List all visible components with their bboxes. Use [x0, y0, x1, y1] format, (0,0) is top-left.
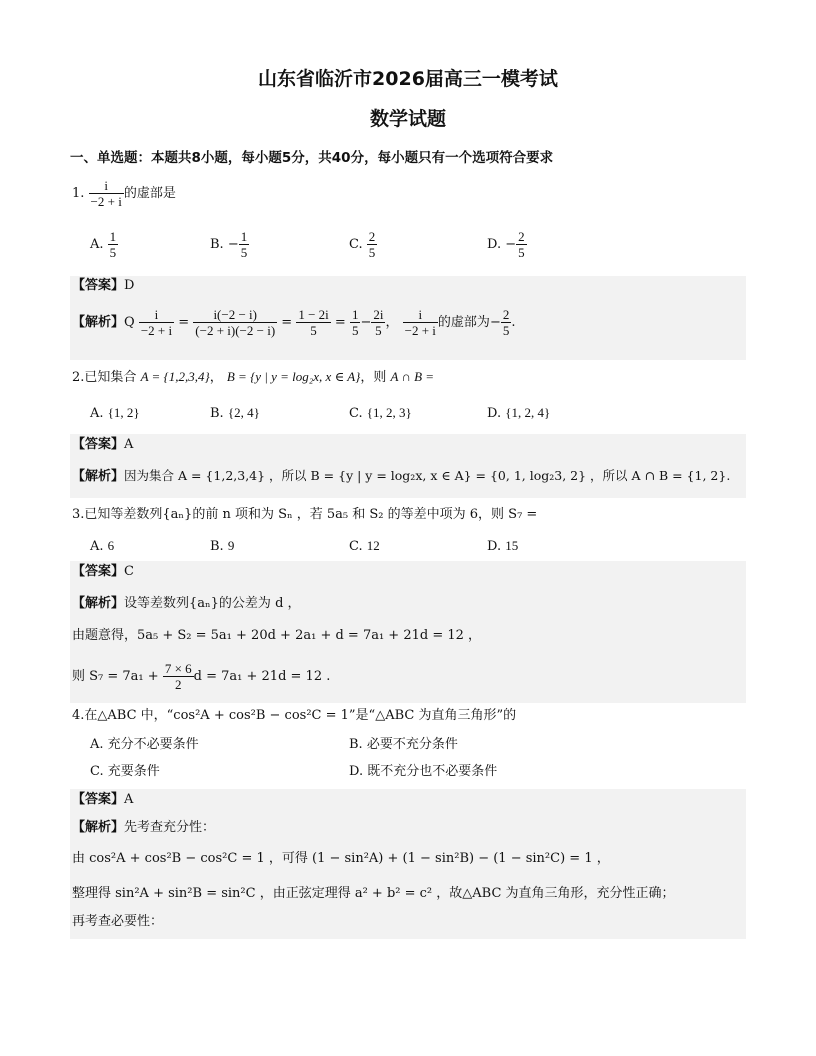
answer-line: 【答案】A [72, 437, 134, 452]
answer-value: C [124, 564, 134, 579]
analysis-line: 由题意得，5a₅ + S₂ = 5a₁ + 20d + 2a₁ + d = 7a₁ + 21d = 12 ， [72, 628, 482, 643]
section-heading: 一、单选题：本题共8小题，每小题5分，共40分，每小题只有一个选项符合要求 [70, 150, 554, 166]
analysis-line: 【解析】Q $\frac{i}{-2 + i}$ = $\frac{i(-2 - i)}{(-2 + i)(-2 - i)}$ = $\frac{1 - 2i}{5}$ = $\frac{1}{5}$ − $\frac{2i}{5}$ ， $\frac{i}{-2 + i}$ 的虚部为− $\frac{2}{5}$ . [72, 307, 516, 338]
analysis-line: 【解析】设等差数列{aₙ}的公差为 d ， [72, 596, 301, 611]
question-2: 2.已知集合 A = {1,2,3,4}， B = {y | y = log₂x, x ∈ A}，则 A ∩ B = [72, 369, 435, 385]
question-3: 3.已知等差数列{aₙ}的前 n 项和为 Sₙ ，若 5a₅ 和 S₂ 的等差中项为 6，则 S₇ = [72, 507, 538, 522]
analysis-line: 由 cos²A + cos²B − cos²C = 1 ，可得 (1 − sin²A) + (1 − sin²B) − (1 − sin²C) = 1 ， [72, 851, 610, 866]
option-b: B. {2, 4} [210, 405, 260, 421]
option-a: A. $\frac{1}{5}$ [90, 229, 117, 260]
option-a: A. 6 [90, 538, 115, 554]
option-c: C. $\frac{2}{5}$ [349, 229, 376, 260]
analysis-line: 整理得 sin²A + sin²B = sin²C ，由正弦定理得 a² + b² = c² ，故△ABC 为直角三角形，充分性正确； [72, 886, 675, 901]
answer-line: 【答案】D [72, 278, 135, 293]
option-a: A. 充分不必要条件 [90, 737, 199, 752]
option-d: D. 15 [487, 538, 519, 554]
option-b: B. − $\frac{1}{5}$ [210, 229, 248, 260]
analysis-line: 【解析】因为集合 A = {1,2,3,4} ，所以 B = {y | y = log₂x, x ∈ A} = {0, 1, log₂3, 2} ，所以 A ∩ B = {1, 2}. [72, 468, 731, 484]
option-b: B. 必要不充分条件 [349, 737, 458, 752]
answer-value: A [124, 792, 134, 807]
option-b: B. 9 [210, 538, 235, 554]
page-subtitle: 数学试题 [369, 108, 446, 130]
option-c: C. 充要条件 [90, 764, 160, 779]
answer-value: D [124, 278, 135, 293]
answer-line: 【答案】C [72, 564, 134, 579]
option-a: A. {1, 2} [90, 405, 140, 421]
analysis-line: 再考查必要性： [72, 914, 164, 929]
option-d: D. {1, 2, 4} [487, 405, 551, 421]
analysis-line: 【解析】先考查充分性： [72, 820, 216, 835]
answer-value: A [124, 437, 134, 452]
question-4: 4.在△ABC 中，“cos²A + cos²B − cos²C = 1”是“△ABC 为直角三角形”的 [72, 708, 517, 723]
analysis-line: 则 S₇ = 7a₁ + $\frac{7 \times 6}{2}$ d = 7a₁ + 21d = 12 . [72, 661, 331, 692]
question-number: 1. [72, 186, 85, 201]
answer-line: 【答案】A [72, 792, 134, 807]
fraction: $\frac{i}{-2 + i}$ [90, 178, 122, 209]
option-d: D. − $\frac{2}{5}$ [487, 229, 525, 260]
page-title: 山东省临沂市2026届高三一模考试 [258, 68, 558, 90]
question-text: 的虚部是 [123, 186, 176, 201]
answer-band-q2 [70, 434, 746, 498]
option-c: C. 12 [349, 538, 380, 554]
option-d: D. 既不充分也不必要条件 [349, 764, 498, 779]
question-1 [72, 178, 176, 209]
option-c: C. {1, 2, 3} [349, 405, 412, 421]
